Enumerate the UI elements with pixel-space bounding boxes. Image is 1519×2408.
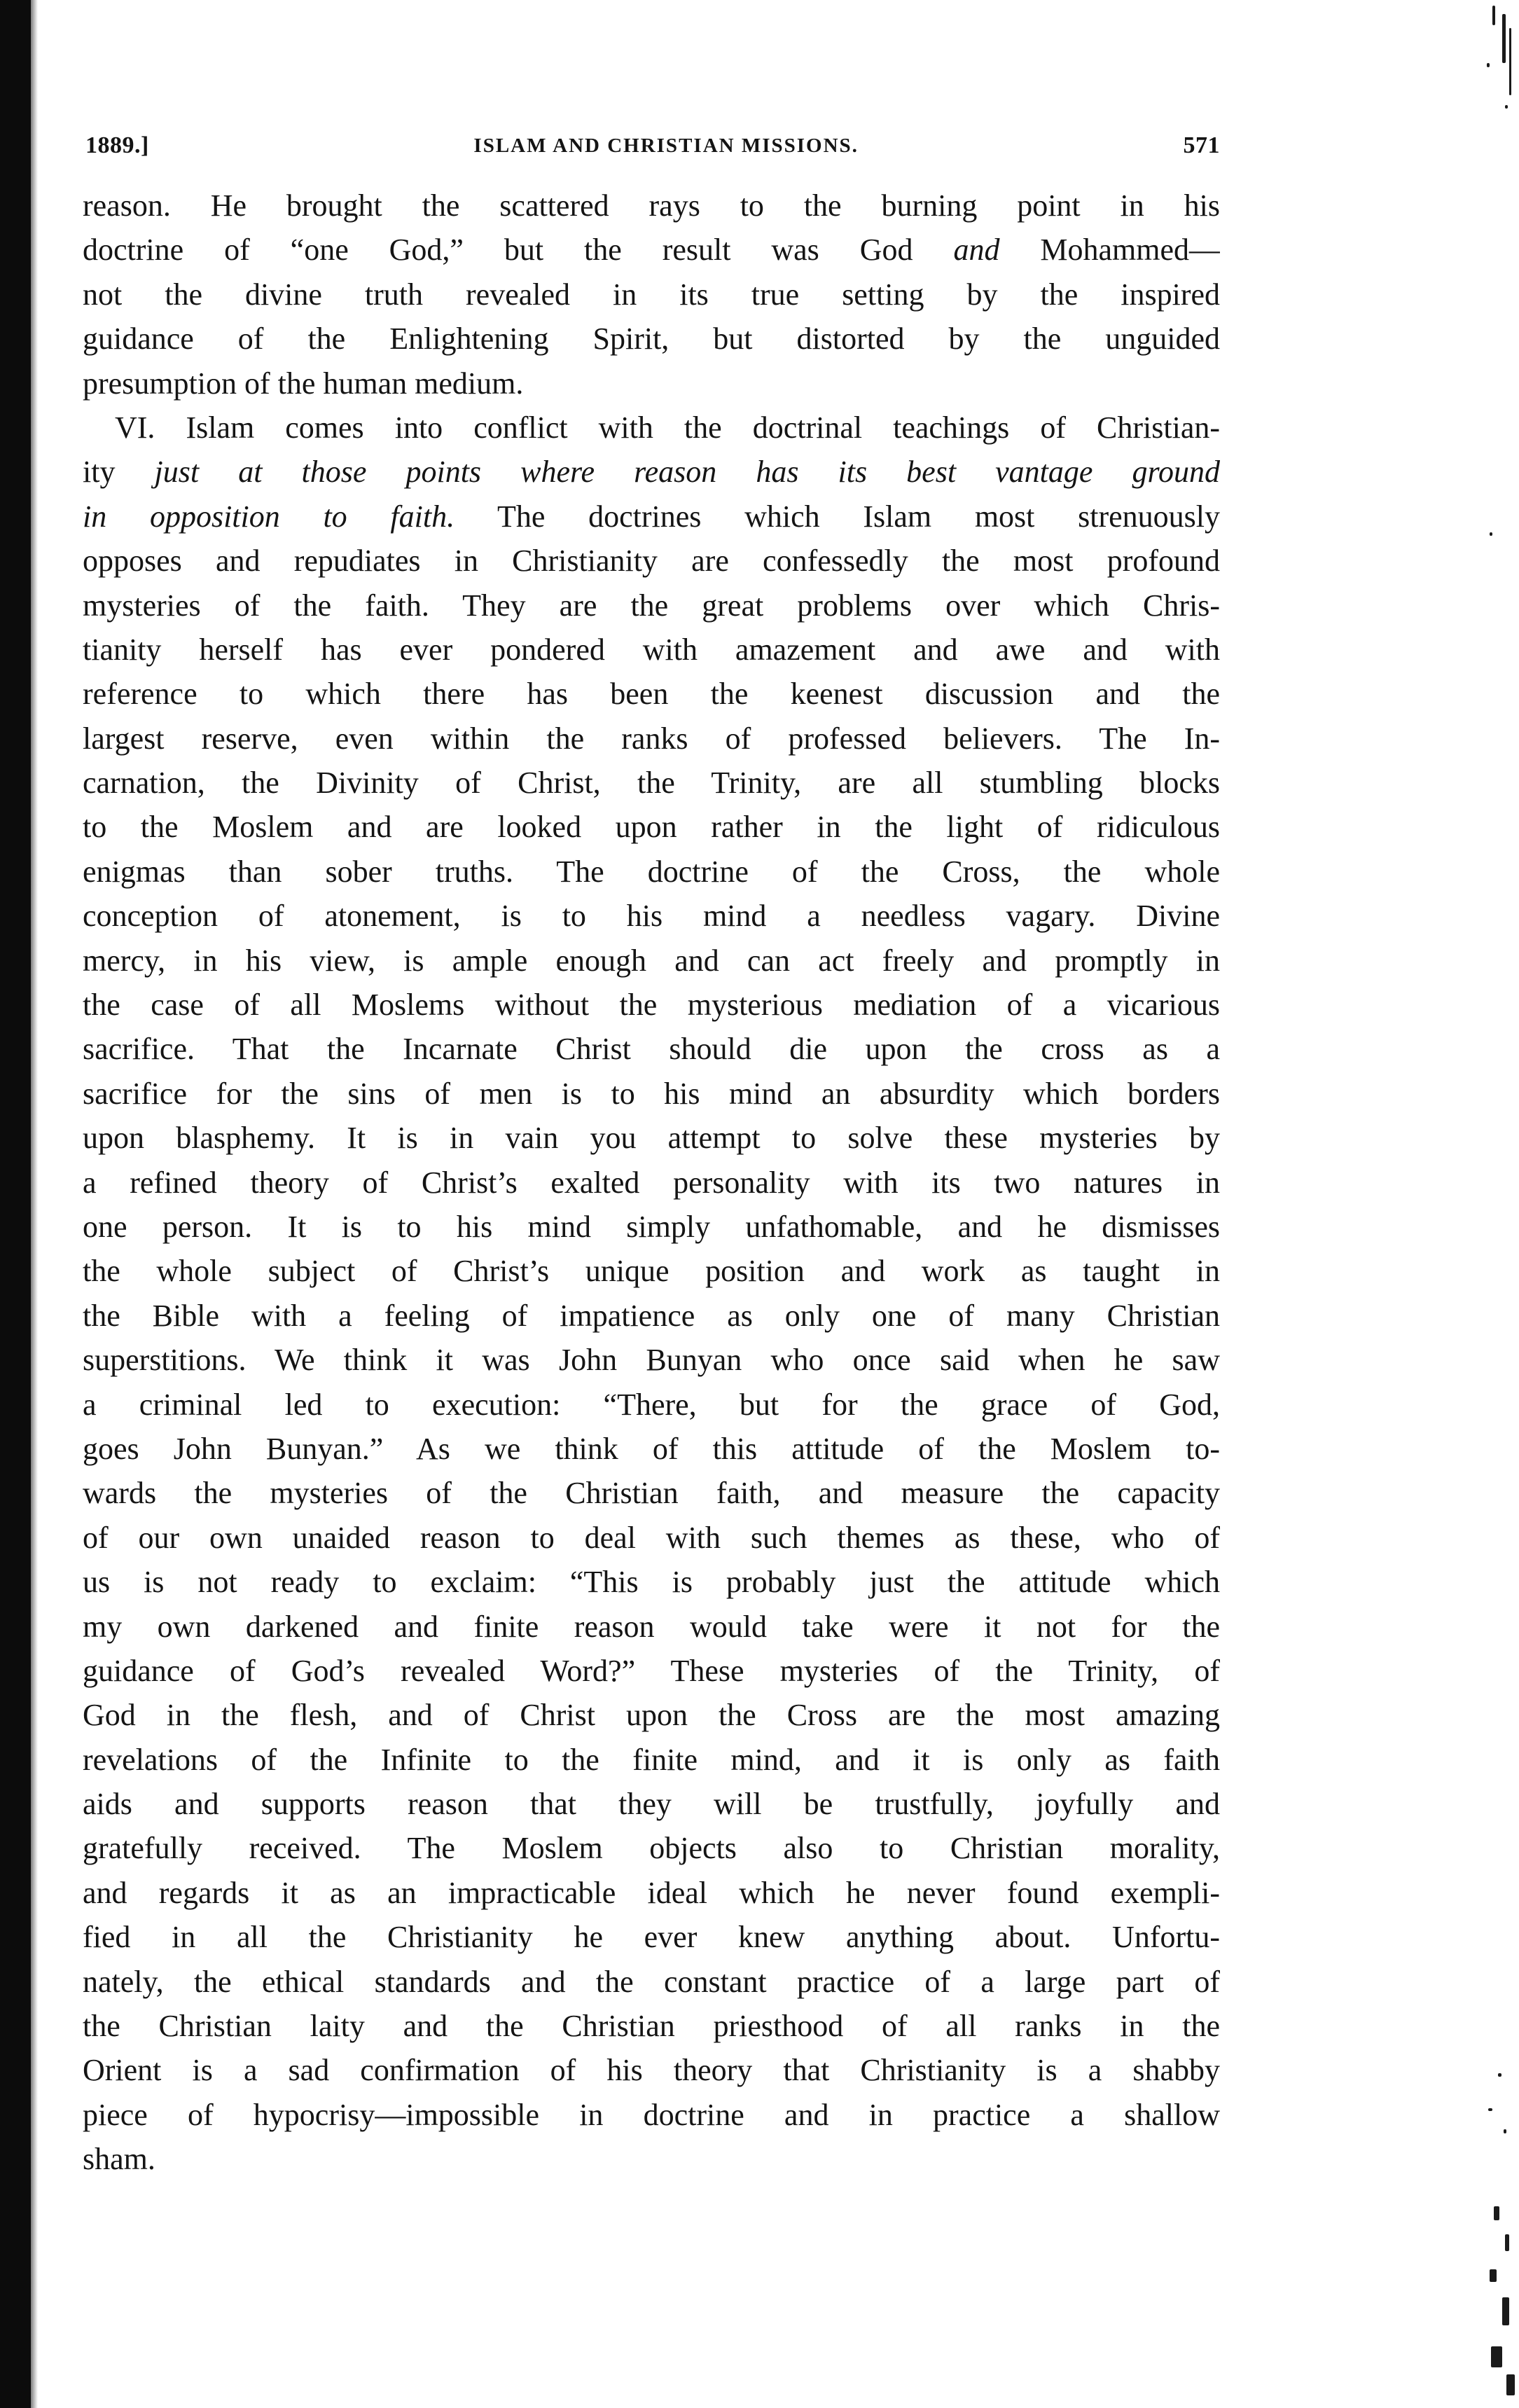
text-line: guidance of God’s revealed Word?” These mysteries of the Trinity, of (83, 1653, 1220, 1688)
body-text (83, 184, 1220, 2182)
text-line: gratefully received. The Moslem objects also to Christian morality, (83, 1831, 1220, 1866)
text-line: superstitions. We think it was John Bunyan who once said when he saw (83, 1343, 1220, 1378)
text-line: ity just at those points where reason has its best vantage ground (83, 455, 1220, 490)
text-line: reference to which there has been the keenest discussion and the (83, 677, 1220, 712)
text-line: the Christian laity and the Christian priesthood of all ranks in the (83, 2009, 1220, 2044)
text-line: us is not ready to exclaim: “This is probably just the attitude which (83, 1565, 1220, 1600)
text-line: and regards it as an impracticable ideal which he never found exempli- (83, 1875, 1220, 1910)
text-line: sacrifice. That the Incarnate Christ should die upon the cross as a (83, 1032, 1220, 1067)
text-line: nately, the ethical standards and the constant practice of a large part of (83, 1964, 1220, 1999)
text-line: opposes and repudiates in Christianity are confessedly the most profound (83, 544, 1220, 579)
text-line: mercy, in his view, is ample enough and can act freely and promptly in (83, 943, 1220, 978)
scan-specks-right (1463, 0, 1519, 2408)
text-line: doctrine of “one God,” but the result was God and Mohammed— (83, 233, 1220, 268)
text-line: presumption of the human medium. (83, 366, 524, 401)
text-line: the whole subject of Christ’s unique position and work as taught in (83, 1254, 1220, 1289)
text-line: sham. (83, 2142, 155, 2177)
running-head (85, 125, 1220, 167)
text-line: revelations of the Infinite to the finite mind, and it is only as faith (83, 1742, 1220, 1777)
text-line: a refined theory of Christ’s exalted personality with its two natures in (83, 1165, 1220, 1200)
text-line: conception of atonement, is to his mind a needless vagary. Divine (83, 899, 1220, 934)
scan-edge-left (0, 0, 31, 2408)
text-line: tianity herself has ever pondered with amazement and awe and with (83, 632, 1220, 667)
text-line: goes John Bunyan.” As we think of this attitude of the Moslem to- (83, 1431, 1220, 1466)
text-line: wards the mysteries of the Christian faith, and measure the capacity (83, 1476, 1220, 1511)
text-line: fied in all the Christianity he ever knew anything about. Unfortu- (83, 1920, 1220, 1955)
scan-edge-shadow (31, 0, 38, 2408)
text-line: of our own unaided reason to deal with such themes as these, who of (83, 1520, 1220, 1555)
running-head-title: ISLAM AND CHRISTIAN MISSIONS. (473, 134, 859, 157)
paragraph-start-line: VI. Islam comes into conflict with the doctrinal teachings of Christian- (115, 410, 1220, 445)
text-line: my own darkened and finite reason would take were it not for the (83, 1609, 1220, 1644)
text-line: Orient is a sad confirmation of his theory that Christianity is a shabby (83, 2053, 1220, 2088)
text-line: piece of hypocrisy—impossible in doctrine and in practice a shallow (83, 2097, 1220, 2132)
running-head-year: 1889.] (85, 132, 149, 158)
italic-emphasis: and (953, 233, 1000, 268)
text-line: to the Moslem and are looked upon rather in the light of ridiculous (83, 810, 1220, 845)
text-line: aids and supports reason that they will be trustfully, joyfully and (83, 1787, 1220, 1822)
text-line: a criminal led to execution: “There, but for the grace of God, (83, 1387, 1220, 1422)
italic-emphasis: in opposition to faith. (83, 499, 455, 534)
text-line: not the divine truth revealed in its true setting by the inspired (83, 277, 1220, 312)
page-number: 571 (1183, 132, 1220, 158)
text-line: mysteries of the faith. They are the great problems over which Chris- (83, 588, 1220, 623)
text-line: reason. He brought the scattered rays to the burning point in his (83, 188, 1220, 223)
italic-emphasis: just at those points where reason has its best vantage ground (154, 455, 1220, 490)
text-line: largest reserve, even within the ranks of professed believers. The In- (83, 721, 1220, 756)
text-line: one person. It is to his mind simply unfathomable, and he dismisses (83, 1209, 1220, 1244)
text-line: the case of all Moslems without the mysterious mediation of a vicarious (83, 988, 1220, 1023)
text-line: sacrifice for the sins of men is to his mind an absurdity which borders (83, 1076, 1220, 1111)
text-line: in opposition to faith. The doctrines which Islam most strenuously (83, 499, 1220, 534)
text-line: enigmas than sober truths. The doctrine of the Cross, the whole (83, 854, 1220, 889)
text-line: guidance of the Enlightening Spirit, but distorted by the unguided (83, 321, 1220, 357)
text-line: carnation, the Divinity of Christ, the Trinity, are all stumbling blocks (83, 766, 1220, 801)
text-line: upon blasphemy. It is in vain you attempt to solve these mysteries by (83, 1121, 1220, 1156)
text-line: the Bible with a feeling of impatience as only one of many Christian (83, 1298, 1220, 1333)
text-line: God in the flesh, and of Christ upon the Cross are the most amazing (83, 1698, 1220, 1733)
